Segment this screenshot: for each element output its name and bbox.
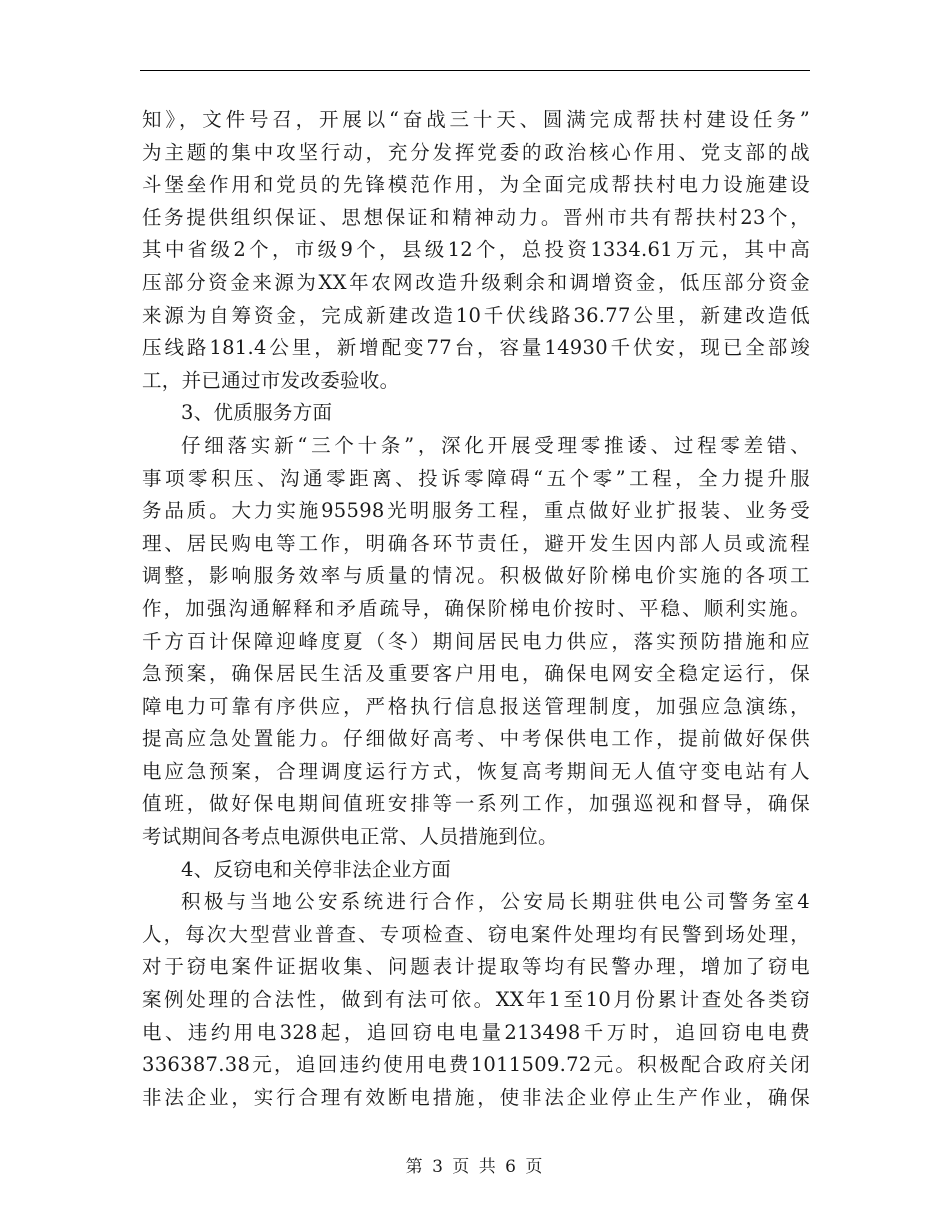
text-line: 任务提供组织保证、思想保证和精神动力。晋州市共有帮扶村23个， xyxy=(142,205,810,229)
text-line: 案例处理的合法性，做到有法可依。XX年1至10月份累计查处各类窃 xyxy=(142,988,810,1012)
text-line: 336387.38元，追回违约使用电费1011509.72元。积极配合政府关闭 xyxy=(142,1053,810,1077)
text-line: 障电力可靠有序供应，严格执行信息报送管理制度，加强应急演练， xyxy=(142,694,810,718)
text-line: 理、居民购电等工作，明确各环节责任，避开发生因内部人员或流程 xyxy=(142,531,810,555)
text-line: 务品质。大力实施95598光明服务工程，重点做好业扩报装、业务受 xyxy=(142,499,810,523)
text-line: 积极与当地公安系统进行合作，公安局长期驻供电公司警务室4 xyxy=(181,890,810,914)
text-line: 压部分资金来源为XX年农网改造升级剩余和调增资金，低压部分资金 xyxy=(142,270,810,294)
text-line: 来源为自筹资金，完成新建改造10千伏线路36.77公里，新建改造低 xyxy=(142,303,810,327)
text-line: 压线路181.4公里，新增配变77台，容量14930千伏安，现已全部竣 xyxy=(142,336,810,360)
document-body xyxy=(142,104,810,1114)
header-rule xyxy=(140,70,810,71)
text-line: 电、违约用电328起，追回窃电电量213498千万时，追回窃电电费 xyxy=(142,1020,810,1044)
text-line: 作，加强沟通解释和矛盾疏导，确保阶梯电价按时、平稳、顺利实施。 xyxy=(142,596,810,620)
text-line: 值班，做好保电期间值班安排等一系列工作，加强巡视和督导，确保 xyxy=(142,792,810,816)
text-line: 对于窃电案件证据收集、问题表计提取等均有民警办理，增加了窃电 xyxy=(142,955,810,979)
text-line: 仔细落实新“三个十条”，深化开展受理零推诿、过程零差错、 xyxy=(181,433,810,457)
text-line: 知》，文件号召，开展以“奋战三十天、圆满完成帮扶村建设任务” xyxy=(142,108,810,131)
text-line: 工，并已通过市发改委验收。 xyxy=(142,368,400,392)
text-line: 非法企业，实行合理有效断电措施，使非法企业停止生产作业，确保 xyxy=(142,1085,810,1109)
text-line: 千方百计保障迎峰度夏（冬）期间居民电力供应，落实预防措施和应 xyxy=(142,629,810,653)
text-line: 斗堡垒作用和党员的先锋模范作用，为全面完成帮扶村电力设施建设 xyxy=(142,173,810,197)
text-line: 调整，影响服务效率与质量的情况。积极做好阶梯电价实施的各项工 xyxy=(142,564,810,588)
page-footer: 第 3 页 共 6 页 xyxy=(405,1157,545,1177)
text-line: 电应急预案，合理调度运行方式，恢复高考期间无人值守变电站有人 xyxy=(142,759,810,783)
text-line: 人，每次大型营业普查、专项检查、窃电案件处理均有民警到场处理， xyxy=(142,922,810,946)
text-line: 提高应急处置能力。仔细做好高考、中考保供电工作，提前做好保供 xyxy=(142,727,810,751)
text-line: 4、反窃电和关停非法企业方面 xyxy=(181,857,452,881)
text-line: 急预案，确保居民生活及重要客户用电，确保电网安全稳定运行，保 xyxy=(142,662,810,686)
text-line: 考试期间各考点电源供电正常、人员措施到位。 xyxy=(142,825,558,849)
text-line: 其中省级2个，市级9个，县级12个，总投资1334.61万元，其中高 xyxy=(142,238,810,262)
text-line: 事项零积压、沟通零距离、投诉零障碍“五个零”工程，全力提升服 xyxy=(142,466,810,490)
text-line: 3、优质服务方面 xyxy=(181,401,333,425)
text-line: 为主题的集中攻坚行动，充分发挥党委的政治核心作用、党支部的战 xyxy=(142,140,810,164)
